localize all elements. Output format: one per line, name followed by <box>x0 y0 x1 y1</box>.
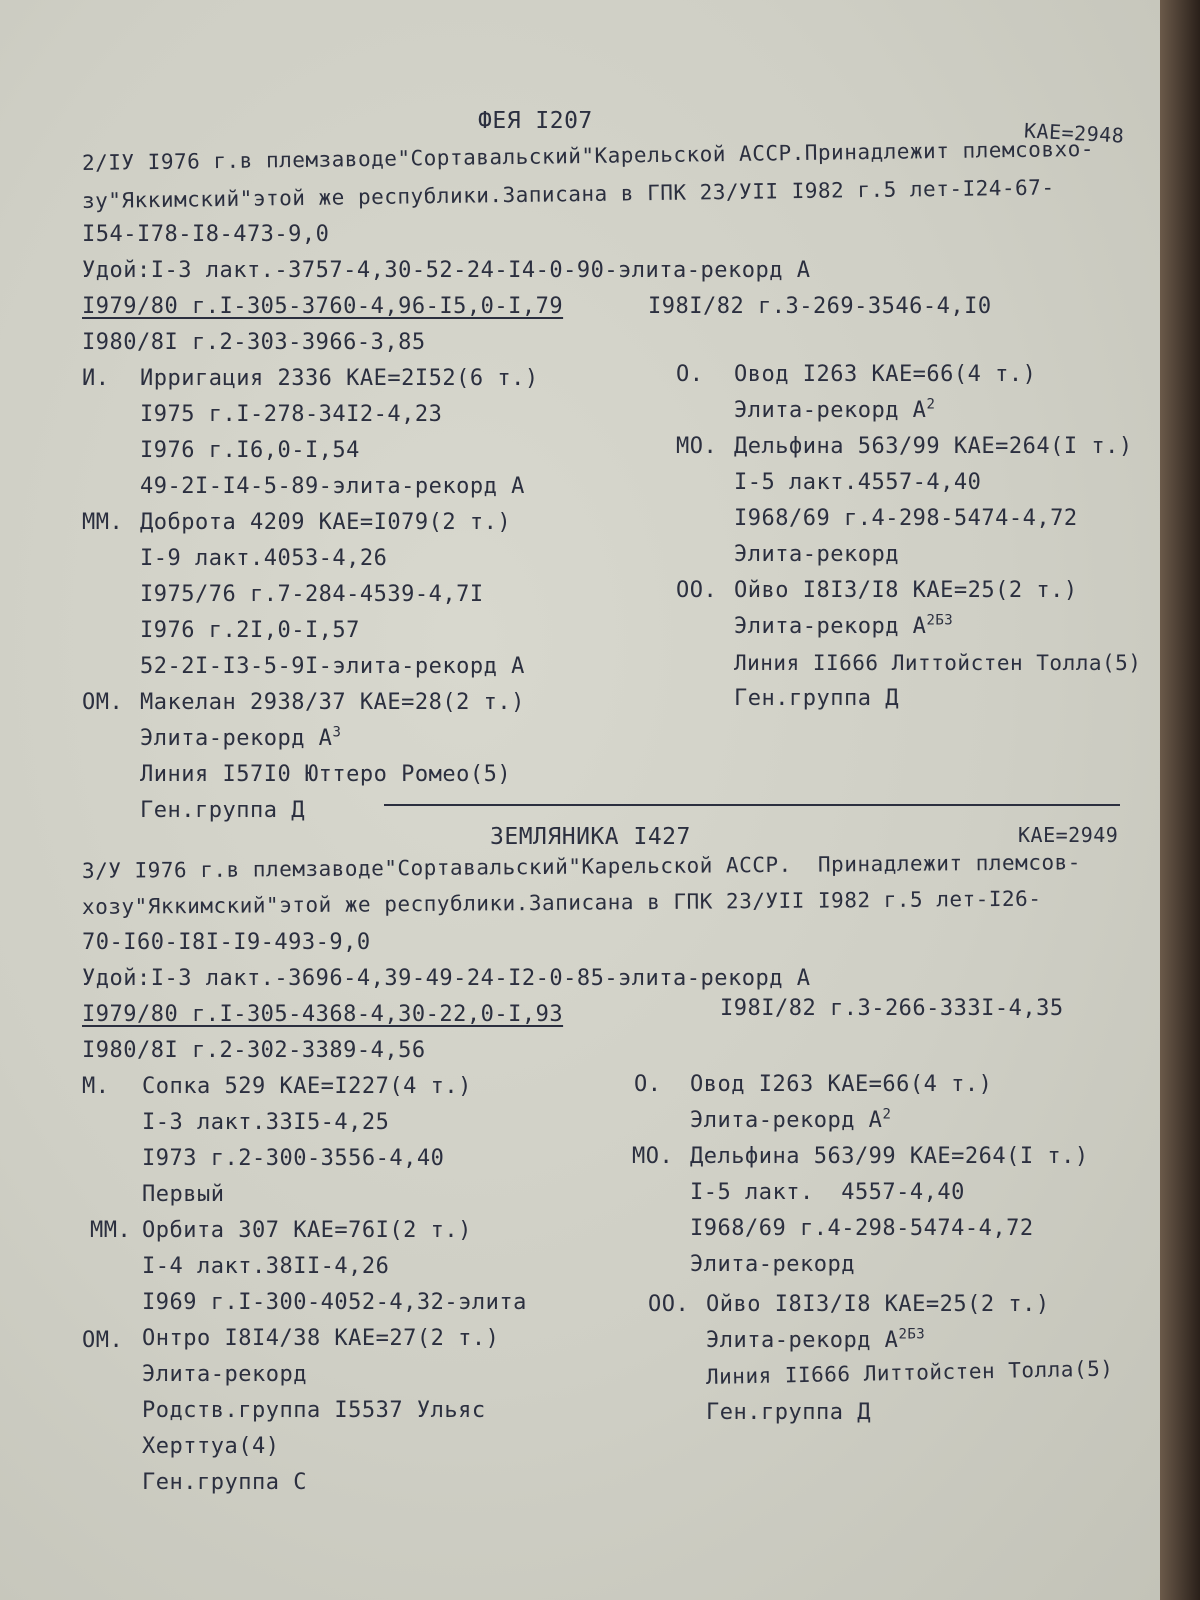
record-2-intro-line: 3/У I976 г.в племзаводе"Сортавальский"Карельской АССР. Принадлежит племсов- <box>81 850 1081 883</box>
ancestor-line: Элита-рекорд <box>690 1252 855 1277</box>
ancestor-line: Херттуа(4) <box>142 1434 280 1459</box>
record-2-lactation-next: I980/8I г.2-302-3389-4,56 <box>82 1038 426 1063</box>
superscript: 2 <box>926 396 936 413</box>
record-2-title: ЗЕМЛЯНИКА I427 <box>490 824 691 850</box>
ancestor-line: 52-2I-I3-5-9I-элита-рекорд А <box>140 654 525 679</box>
record-1-yield: Удой:I-3 лакт.-3757-4,30-52-24-I4-0-90-элита-рекорд А <box>82 258 811 283</box>
ancestor-tag: ОМ. <box>82 1328 124 1353</box>
ancestor-line: Доброта 4209 КАЕ=I079(2 т.) <box>140 510 512 535</box>
ancestor-line: I-5 лакт. 4557-4,40 <box>690 1180 965 1205</box>
ancestor-line: Элита-рекорд $А^3$ <box>140 724 342 751</box>
record-2-intro-line: 70-I60-I8I-I9-493-9,0 <box>82 930 371 955</box>
section-divider <box>384 804 1120 806</box>
ancestor-tag: О. <box>676 362 704 387</box>
record-1-lactation-right: I98I/82 г.3-269-3546-4,I0 <box>648 294 992 319</box>
ancestor-tag: ОО. <box>676 578 718 603</box>
ancestor-line: I968/69 г.4-298-5474-4,72 <box>734 506 1078 531</box>
ancestor-line: Ирригация 2336 КАЕ=2I52(6 т.) <box>140 366 539 391</box>
record-2-intro-line: хозу"Яккимский"этой же республики.Записана в ГПК 23/УII I982 г.5 лет-I26- <box>81 886 1042 919</box>
ancestor-line: I975/76 г.7-284-4539-4,7I <box>140 582 484 607</box>
ancestor-line: Родств.группа I5537 Ульяс <box>142 1398 486 1423</box>
record-1-intro-line: I54-I78-I8-473-9,0 <box>82 222 330 247</box>
superscript: 2Б3 <box>926 612 954 629</box>
ancestor-line: I-5 лакт.4557-4,40 <box>734 470 982 495</box>
ancestor-line: Первый <box>142 1182 225 1207</box>
superscript: 3 <box>332 724 342 741</box>
ancestor-line: Элита-рекорд $А^2$ <box>734 396 936 423</box>
book-spine <box>1160 0 1200 1600</box>
ancestor-line: Линия II666 Литтойстен Толла(5) <box>734 651 1142 675</box>
ancestor-line: I-9 лакт.4053-4,26 <box>140 546 388 571</box>
record-2-yield: Удой:I-3 лакт.-3696-4,39-49-24-I2-0-85-элита-рекорд А <box>82 966 811 991</box>
ancestor-tag: ММ. <box>90 1218 132 1243</box>
ancestor-line: I976 г.I6,0-I,54 <box>140 438 360 463</box>
ancestor-line: Дельфина 563/99 КАЕ=264(I т.) <box>734 434 1133 459</box>
ancestor-line: Дельфина 563/99 КАЕ=264(I т.) <box>690 1144 1089 1169</box>
ancestor-tag: О. <box>634 1072 662 1097</box>
ancestor-line: I975 г.I-278-34I2-4,23 <box>140 402 443 427</box>
ancestor-line: Ойво I8I3/I8 КАЕ=25(2 т.) <box>706 1292 1050 1317</box>
ancestor-tag: МО. <box>676 434 718 459</box>
ancestor-line: Элита-рекорд $А^{2Б3}$ <box>734 612 954 639</box>
record-2-kae: КАЕ=2949 <box>1018 823 1119 847</box>
ancestor-tag: МО. <box>632 1144 674 1169</box>
ancestor-line: 49-2I-I4-5-89-элита-рекорд А <box>140 474 525 499</box>
ancestor-line: I973 г.2-300-3556-4,40 <box>142 1146 445 1171</box>
ancestor-tag: ОО. <box>648 1292 690 1317</box>
ancestor-line: Ген.группа Д <box>706 1400 871 1425</box>
ancestor-line: Ген.группа Д <box>140 798 305 823</box>
ancestor-tag: ОМ. <box>82 690 124 715</box>
ancestor-line: I-4 лакт.38II-4,26 <box>142 1254 390 1279</box>
ancestor-line: Орбита 307 КАЕ=76I(2 т.) <box>142 1218 472 1243</box>
ancestor-line: I-3 лакт.33I5-4,25 <box>142 1110 390 1135</box>
ancestor-line: Ойво I8I3/I8 КАЕ=25(2 т.) <box>734 578 1078 603</box>
ancestor-line: Элита-рекорд $А^2$ <box>690 1106 892 1133</box>
ancestor-line: I969 г.I-300-4052-4,32-элита <box>142 1290 527 1315</box>
ancestor-line: Овод I263 КАЕ=66(4 т.) <box>690 1072 993 1097</box>
ancestor-line: Элита-рекорд <box>142 1362 307 1387</box>
record-1-intro-line: зу"Яккимский"этой же республики.Записана в ГПК 23/УII I982 г.5 лет-I24-67- <box>81 175 1055 213</box>
record-1-lactation-next: I980/8I г.2-303-3966-3,85 <box>82 330 426 355</box>
ancestor-line: Линия I57I0 Юттеро Ромео(5) <box>140 762 512 787</box>
ancestor-line: Ген.группа С <box>142 1470 307 1495</box>
superscript: 2 <box>882 1106 892 1123</box>
ancestor-line: Овод I263 КАЕ=66(4 т.) <box>734 362 1037 387</box>
ancestor-line: Линия II666 Литтойстен Толла(5) <box>705 1356 1114 1389</box>
superscript: 2Б3 <box>898 1326 926 1343</box>
ancestor-line: I976 г.2I,0-I,57 <box>140 618 360 643</box>
ancestor-line: Макелан 2938/37 КАЕ=28(2 т.) <box>140 690 525 715</box>
record-1-lactation-underlined: I979/80 г.I-305-3760-4,96-I5,0-I,79 <box>82 294 564 319</box>
ancestor-tag: М. <box>82 1074 110 1099</box>
record-1-title: ФЕЯ I207 <box>478 108 593 134</box>
ancestor-line: I968/69 г.4-298-5474-4,72 <box>690 1216 1034 1241</box>
record-2-lactation-underlined: I979/80 г.I-305-4368-4,30-22,0-I,93 <box>82 1002 564 1027</box>
record-2-lactation-right: I98I/82 г.3-266-333I-4,35 <box>720 996 1064 1021</box>
record-1-intro-line: 2/IУ I976 г.в племзаводе"Сортавальский"Карельской АССР.Принадлежит племсовхо- <box>81 136 1095 175</box>
ancestor-tag: ММ. <box>82 510 124 535</box>
ancestor-line: Сопка 529 КАЕ=I227(4 т.) <box>142 1074 472 1099</box>
ancestor-line: Элита-рекорд $А^{2Б3}$ <box>706 1326 926 1353</box>
ancestor-line: Элита-рекорд <box>734 542 899 567</box>
ancestor-line: Онтро I8I4/38 КАЕ=27(2 т.) <box>142 1326 500 1351</box>
record-1-kae: КАЕ=2948 <box>1023 118 1125 148</box>
ancestor-tag: И. <box>82 366 110 391</box>
ancestor-line: Ген.группа Д <box>734 686 899 711</box>
